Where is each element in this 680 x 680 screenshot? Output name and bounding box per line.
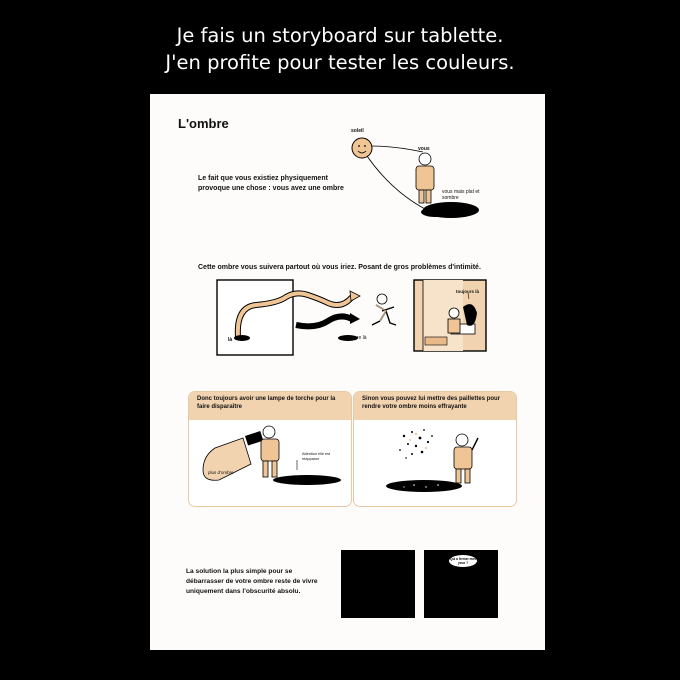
label-soleil: soleil (351, 128, 364, 134)
headline-line-2: J'en profite pour tester les couleurs. (165, 51, 515, 74)
card-flashlight (188, 391, 352, 507)
headline (0, 22, 680, 76)
flashlight-drawing (189, 420, 352, 507)
section2-text: Cette ombre vous suivera partout où vous iriez. Posant de gros problèmes d'intimité. (198, 264, 481, 271)
glitter-drawing (354, 420, 517, 507)
speech-bubble: Qui a fermer mes yeux ? (448, 554, 478, 568)
storyboard-page (150, 94, 545, 650)
black-panel-1 (341, 550, 415, 618)
headline-line-1: Je fais un storyboard sur tablette. (176, 24, 504, 47)
shadow-follow-panel (216, 277, 406, 357)
label-plus-ombre: plus d'ombre (208, 470, 234, 475)
label-la: là (228, 337, 233, 343)
label-vous: vous (418, 146, 430, 152)
sun-shadow-drawing (335, 126, 495, 226)
card-flashlight-caption: Donc toujours avoir une lampe de torche pour la faire disparaître (189, 392, 351, 420)
page-title: L'ombre (178, 116, 229, 131)
card-glitter (353, 391, 517, 507)
section1-text: Le fait que vous existiez physiquement provoque une chose : vous avez une ombre (198, 175, 344, 192)
label-attention: Attention elle est réapparue (302, 452, 331, 461)
black-panel-2 (424, 550, 498, 618)
label-toujours-la: toujours là (456, 289, 480, 294)
card-glitter-caption: Sinon vous pouvez lui mettre des paillettes pour rendre votre ombre moins effrayante (354, 392, 516, 420)
label-vous-mais-plat: vous mais plat et sombre (442, 189, 480, 201)
label-encore-la: encore là (346, 335, 367, 341)
section5-text: La solution la plus simple pour se débarrasser de votre ombre reste de vivre uniquement dans l'obscurité absolu. (186, 568, 318, 595)
